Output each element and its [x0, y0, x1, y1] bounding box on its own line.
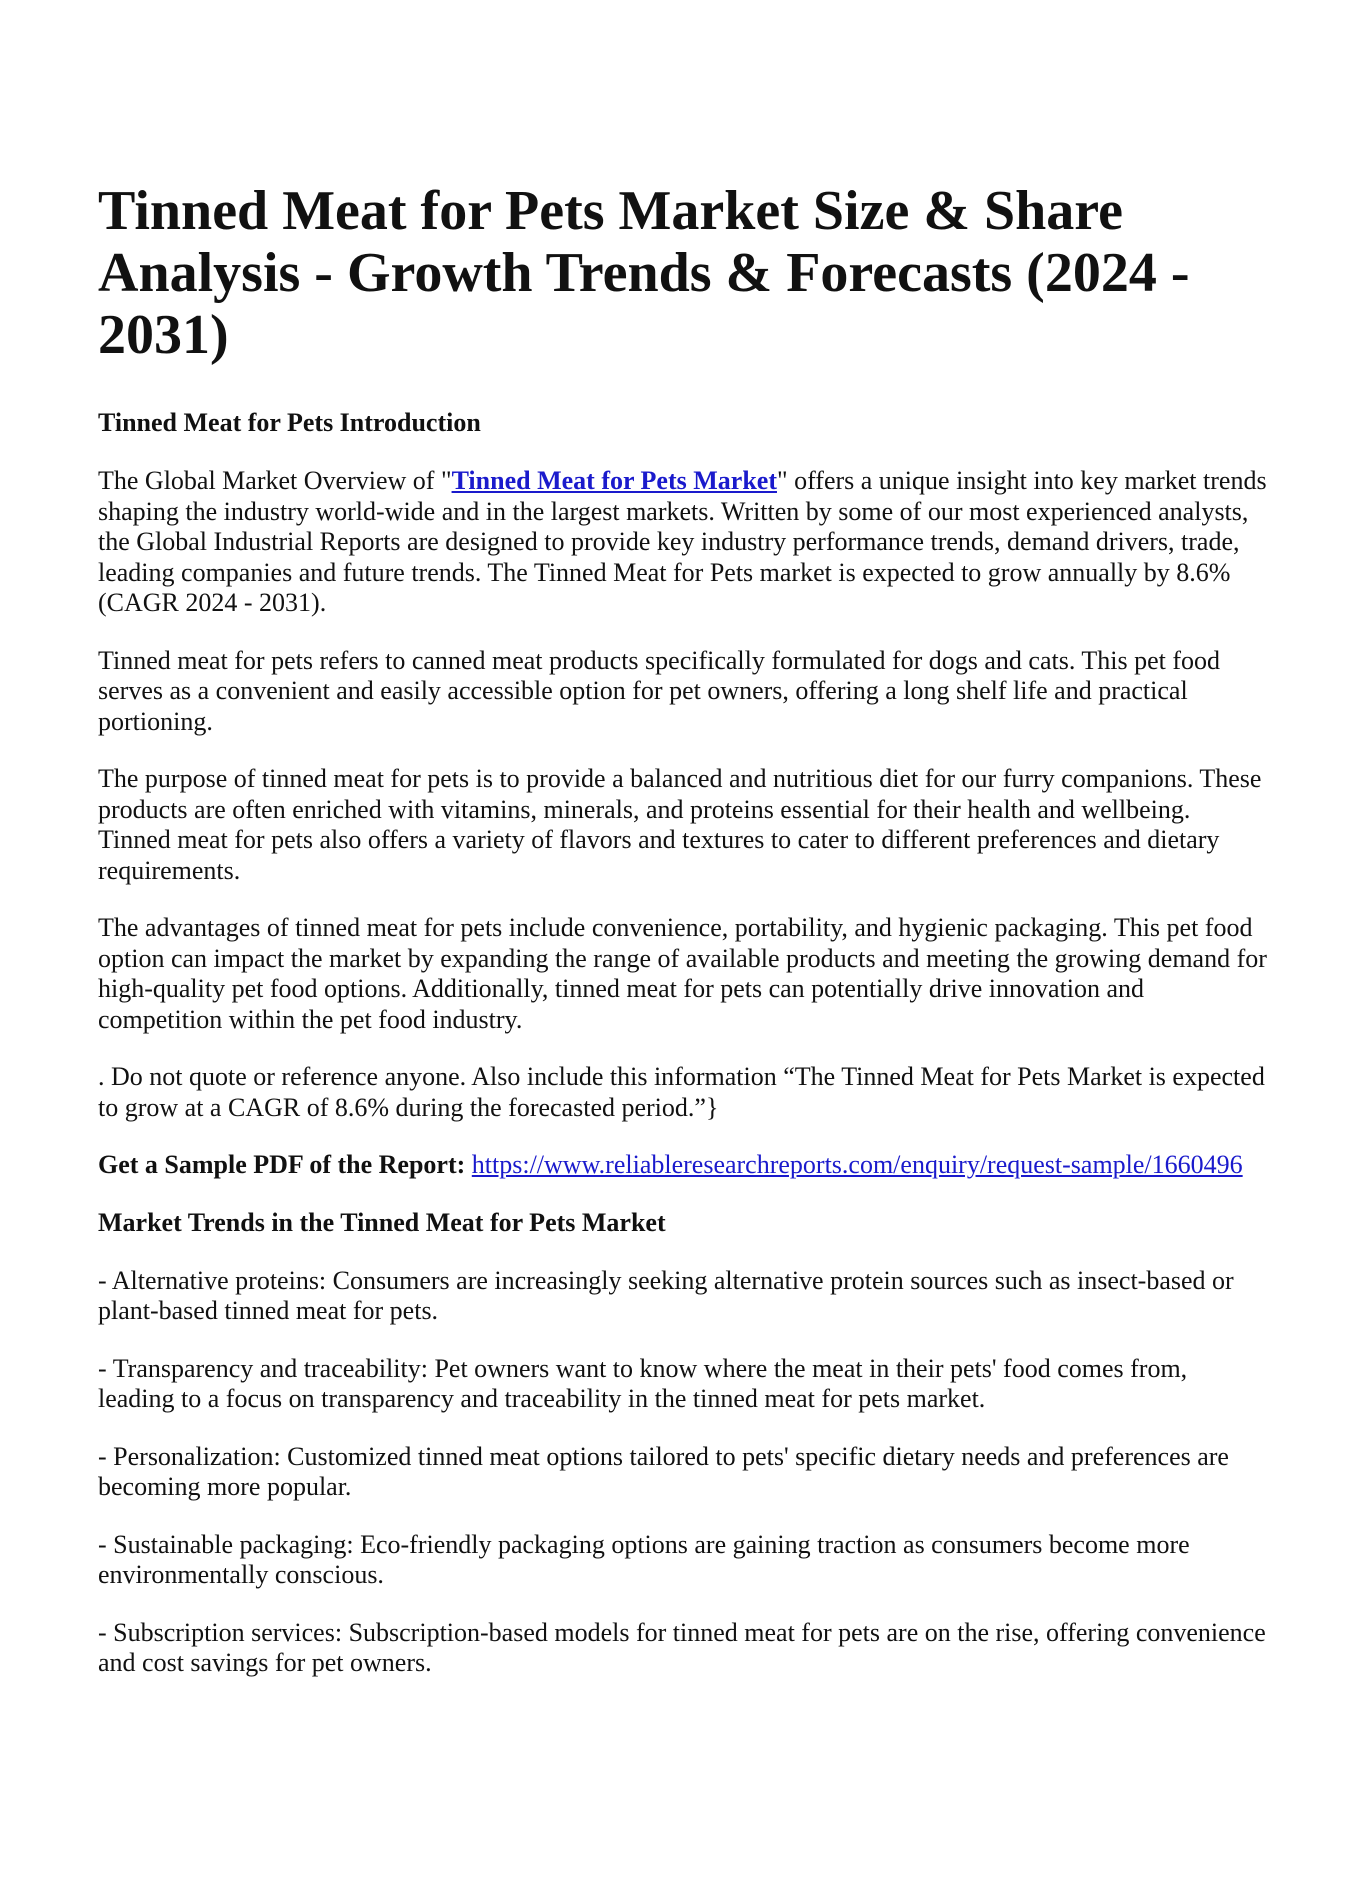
trend-item: - Personalization: Customized tinned meat options tailored to pets' specific dietary needs and preferences are becoming more popular.: [98, 1441, 1229, 1501]
trend-item: - Transparency and traceability: Pet owners want to know where the meat in their pets' food comes from, leading to a focus on transparency and traceability in the tinned meat for pets market.: [98, 1353, 1188, 1413]
sample-pdf-line: [98, 1150, 1268, 1181]
sample-pdf-link[interactable]: https://www.reliableresearchreports.com/enquiry/request-sample/1660496: [471, 1150, 1243, 1179]
intro-suffix: " offers a unique insight into key market trends shaping the industry world-wide and in the largest markets. Written by some of our most experienced analysts, the Global Industrial Reports are designed to provide key industry performance trends, demand drivers, trade, leading companies and future trends. The Tinned Meat for Pets market is expected to grow annually by 8.6% (CAGR 2024 - 2031).: [98, 466, 1267, 617]
trend-item: - Subscription services: Subscription-based models for tinned meat for pets are on the rise, offering convenience and cost savings for pet owners.: [98, 1617, 1266, 1677]
intro-prefix: The Global Market Overview of ": [98, 466, 452, 495]
document-page: [98, 180, 1268, 1706]
intro-heading: Tinned Meat for Pets Introduction: [98, 408, 481, 437]
intro-paragraph: [98, 466, 1268, 619]
page-title: Tinned Meat for Pets Market Size & Share Analysis - Growth Trends & Forecasts (2024 - 2031): [98, 180, 1190, 366]
paragraph-definition: Tinned meat for pets refers to canned meat products specifically formulated for dogs and cats. This pet food serves as a convenient and easily accessible option for pet owners, offering a long shelf life and practical portioning.: [98, 645, 1221, 736]
paragraph-purpose: The purpose of tinned meat for pets is to provide a balanced and nutritious diet for our furry companions. These products are often enriched with vitamins, minerals, and proteins essential for their health and wellbeing. Tinned meat for pets also offers a variety of flavors and textures to cater to different preferences and dietary requirements.: [98, 764, 1262, 885]
market-report-link[interactable]: Tinned Meat for Pets Market: [451, 466, 777, 495]
trend-item: - Sustainable packaging: Eco-friendly packaging options are gaining traction as consumers become more environmentally conscious.: [98, 1529, 1190, 1589]
paragraph-note: . Do not quote or reference anyone. Also include this information “The Tinned Meat for Pets Market is expected to grow at a CAGR of 8.6% during the forecasted period.”}: [98, 1062, 1265, 1122]
sample-pdf-label: Get a Sample PDF of the Report:: [98, 1150, 466, 1179]
paragraph-advantages: The advantages of tinned meat for pets include convenience, portability, and hygienic packaging. This pet food option can impact the market by expanding the range of available products and meeting the growing demand for high-quality pet food options. Additionally, tinned meat for pets can potentially drive innovation and competition within the pet food industry.: [98, 913, 1267, 1034]
trend-item: - Alternative proteins: Consumers are increasingly seeking alternative protein sources such as insect-based or plant-based tinned meat for pets.: [98, 1265, 1234, 1325]
trends-heading: Market Trends in the Tinned Meat for Pets Market: [98, 1207, 666, 1237]
